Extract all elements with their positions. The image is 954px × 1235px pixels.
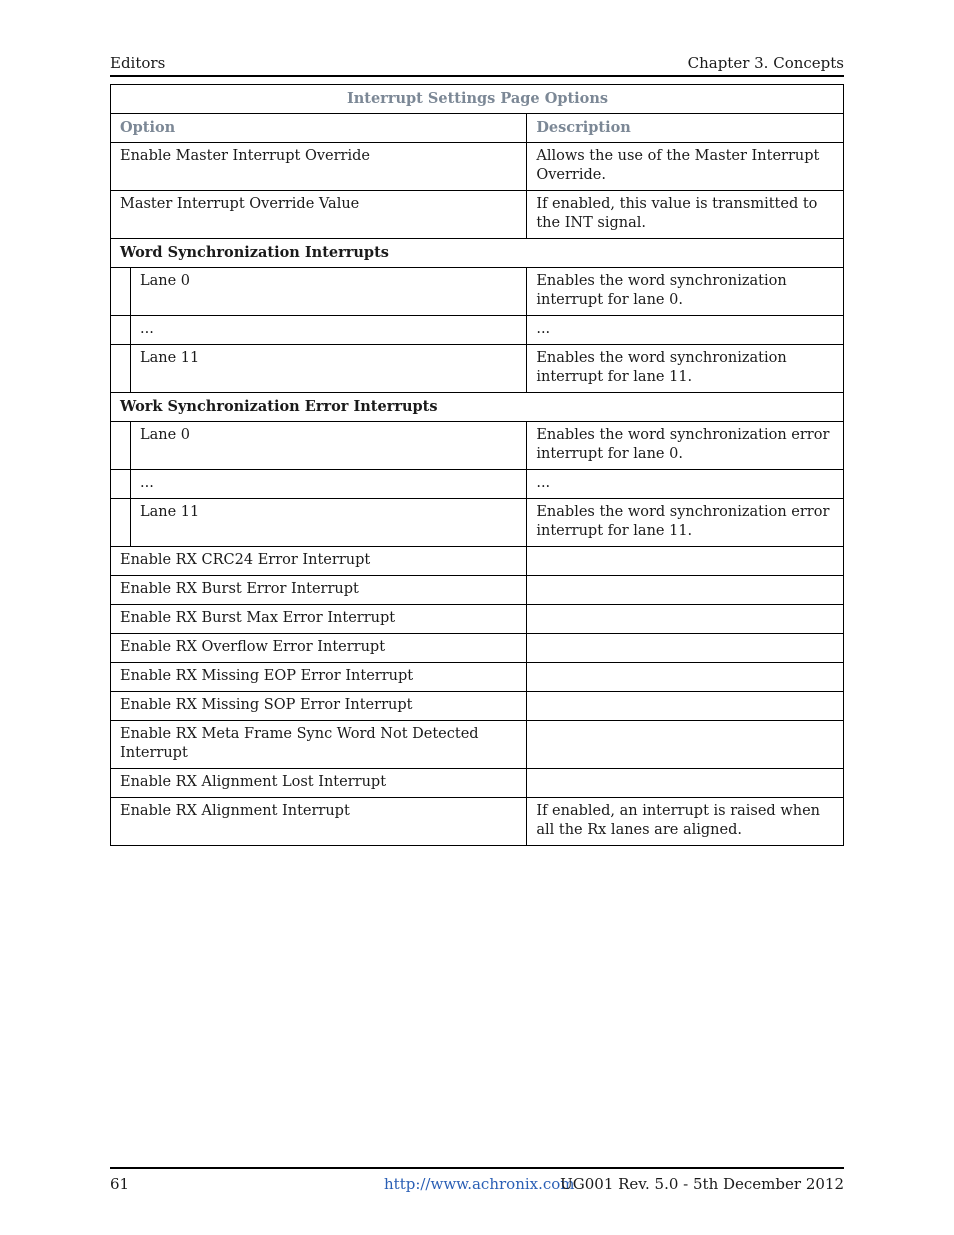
page-header [110, 54, 844, 77]
description-cell [527, 605, 844, 634]
option-cell: Lane 11 [130, 499, 526, 547]
section-title-word-sync: Word Synchronization Interrupts [111, 239, 844, 268]
table-row [111, 769, 844, 798]
indent-cell [111, 316, 131, 345]
table-row [111, 634, 844, 663]
option-cell: Enable RX Meta Frame Sync Word Not Detected Interrupt [111, 721, 527, 769]
description-cell: Allows the use of the Master Interrupt Override. [527, 143, 844, 191]
option-cell: Master Interrupt Override Value [111, 191, 527, 239]
option-cell: Enable RX Missing EOP Error Interrupt [111, 663, 527, 692]
table-row [111, 576, 844, 605]
table-header-row [111, 114, 844, 143]
column-header-option: Option [111, 114, 527, 143]
option-cell: Enable RX Alignment Lost Interrupt [111, 769, 527, 798]
header-section-title: Editors [110, 54, 166, 72]
option-cell: ... [130, 316, 526, 345]
description-cell: ... [527, 470, 844, 499]
indent-cell [111, 345, 131, 393]
description-cell: Enables the word synchronization interrupt for lane 11. [527, 345, 844, 393]
section-row [111, 393, 844, 422]
description-cell [527, 769, 844, 798]
option-cell: Enable RX Overflow Error Interrupt [111, 634, 527, 663]
interrupt-options-table [110, 84, 844, 846]
option-cell: Enable RX Burst Max Error Interrupt [111, 605, 527, 634]
indent-cell [111, 499, 131, 547]
description-cell [527, 663, 844, 692]
option-cell: Enable RX Alignment Interrupt [111, 798, 527, 846]
description-cell: Enables the word synchronization error interrupt for lane 0. [527, 422, 844, 470]
description-cell: If enabled, this value is transmitted to the INT signal. [527, 191, 844, 239]
table-caption: Interrupt Settings Page Options [111, 85, 844, 114]
table-row [111, 316, 844, 345]
description-cell: Enables the word synchronization interrupt for lane 0. [527, 268, 844, 316]
table-row [111, 721, 844, 769]
table-row [111, 422, 844, 470]
indent-cell [111, 470, 131, 499]
option-cell: Lane 0 [130, 268, 526, 316]
indent-cell [111, 268, 131, 316]
indent-cell [111, 422, 131, 470]
table-row [111, 663, 844, 692]
option-cell: ... [130, 470, 526, 499]
option-cell: Enable RX Missing SOP Error Interrupt [111, 692, 527, 721]
header-chapter-title: Chapter 3. Concepts [687, 54, 844, 72]
table-row [111, 692, 844, 721]
table-row [111, 143, 844, 191]
table-row [111, 191, 844, 239]
option-cell: Lane 11 [130, 345, 526, 393]
table-row [111, 547, 844, 576]
description-cell [527, 547, 844, 576]
table-row [111, 499, 844, 547]
table-row [111, 605, 844, 634]
table-row [111, 268, 844, 316]
option-cell: Enable RX Burst Error Interrupt [111, 576, 527, 605]
description-cell [527, 634, 844, 663]
section-row [111, 239, 844, 268]
description-cell: Enables the word synchronization error interrupt for lane 11. [527, 499, 844, 547]
document-revision: UG001 Rev. 5.0 - 5th December 2012 [560, 1175, 844, 1193]
website-link[interactable]: http://www.achronix.com [384, 1175, 575, 1193]
description-cell [527, 576, 844, 605]
page-footer [110, 1167, 844, 1199]
description-cell: If enabled, an interrupt is raised when all the Rx lanes are aligned. [527, 798, 844, 846]
option-cell: Enable Master Interrupt Override [111, 143, 527, 191]
description-cell [527, 721, 844, 769]
page-number: 61 [110, 1175, 130, 1193]
table-row [111, 798, 844, 846]
description-cell: ... [527, 316, 844, 345]
table-row [111, 470, 844, 499]
table-caption-row [111, 85, 844, 114]
option-cell: Lane 0 [130, 422, 526, 470]
description-cell [527, 692, 844, 721]
table-row [111, 345, 844, 393]
column-header-description: Description [527, 114, 844, 143]
option-cell: Enable RX CRC24 Error Interrupt [111, 547, 527, 576]
section-title-word-sync-error: Work Synchronization Error Interrupts [111, 393, 844, 422]
